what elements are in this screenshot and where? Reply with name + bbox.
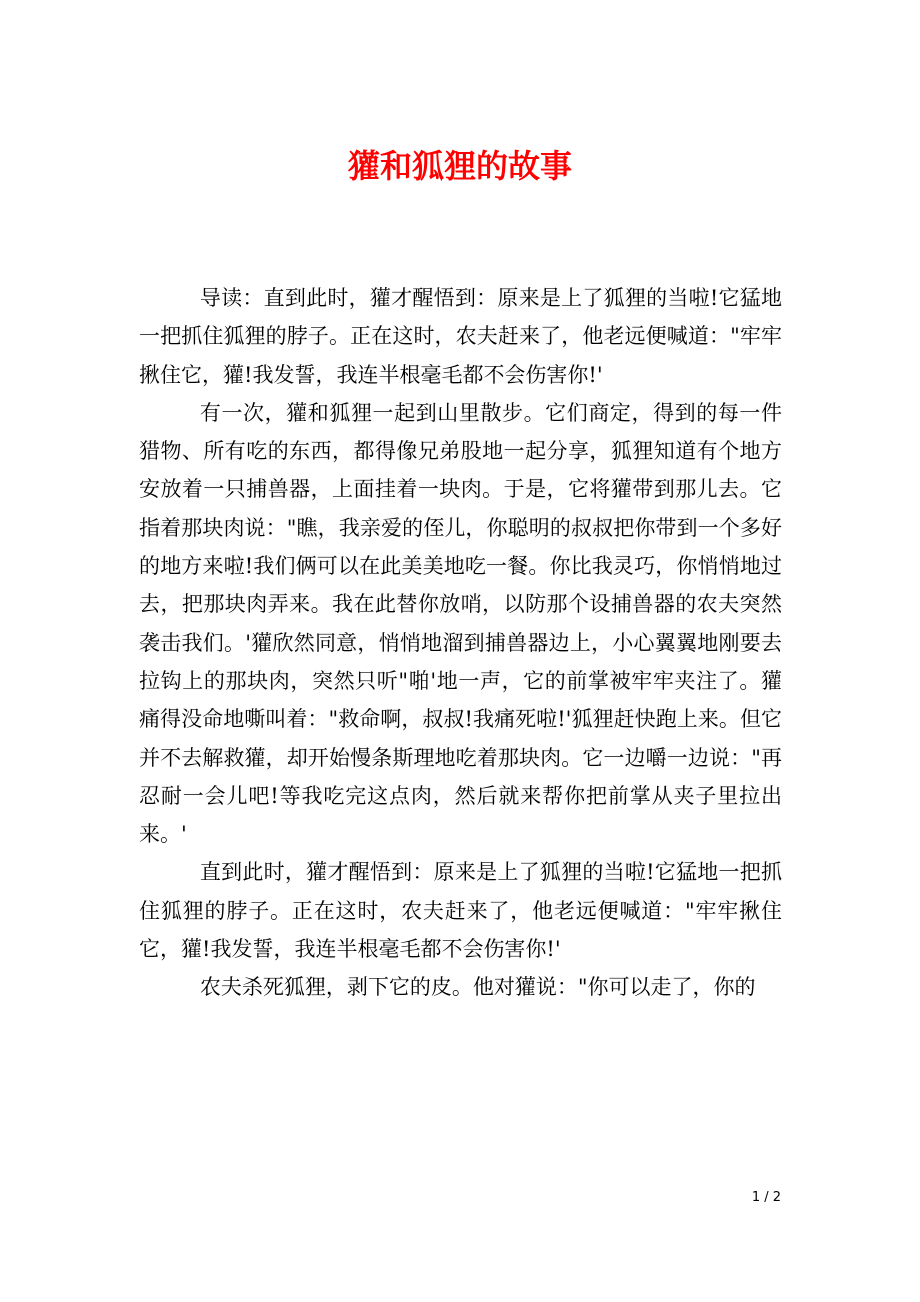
paragraph-story: 有一次，獾和狐狸一起到山里散步。它们商定，得到的每一件猎物、所有吃的东西，都得像兄弟股地一起分享，狐狸知道有个地方安放着一只捕兽器，上面挂着一块肉。于是，它将獾带到那儿去。它指着那块肉说："瞧，我亲爱的侄儿，你聪明的叔叔把你带到一个多好的地方来啦!我们俩可以在此美美地吃一餐。你比我灵巧，你悄悄地过去，把那块肉弄来。我在此替你放哨，以防那个设捕兽器的农夫突然袭击我们。'獾欣然同意，悄悄地溜到捕兽器边上，小心翼翼地刚要去拉钩上的那块肉，突然只听"啪'地一声，它的前掌被牢牢夹注了。獾痛得没命地嘶叫着："救命啊，叔叔!我痛死啦!'狐狸赶快跑上来。但它并不去解救獾，却开始慢条斯理地吃着那块肉。它一边嚼一边说："再忍耐一会儿吧!等我吃完这点肉，然后就来帮你把前掌从夹子里拉出来。' (139, 400, 782, 847)
paragraph-realization: 直到此时，獾才醒悟到：原来是上了狐狸的当啦!它猛地一把抓住狐狸的脖子。正在这时，农夫赶来了，他老远便喊道："牢牢揪住它，獾!我发誓，我连半根毫毛都不会伤害你!' (139, 860, 782, 962)
document-body (139, 279, 782, 1007)
paragraph-ending: 农夫杀死狐狸，剥下它的皮。他对獾说："你可以走了，你的 (199, 975, 756, 1000)
page-number: 1 / 2 (751, 1190, 781, 1205)
paragraph-intro: 导读：直到此时，獾才醒悟到：原来是上了狐狸的当啦!它猛地一把抓住狐狸的脖子。正在这时，农夫赶来了，他老远便喊道："牢牢揪住它，獾!我发誓，我连半根毫毛都不会伤害你!' (139, 286, 782, 387)
document-title: 獾和狐狸的故事 (347, 147, 572, 185)
